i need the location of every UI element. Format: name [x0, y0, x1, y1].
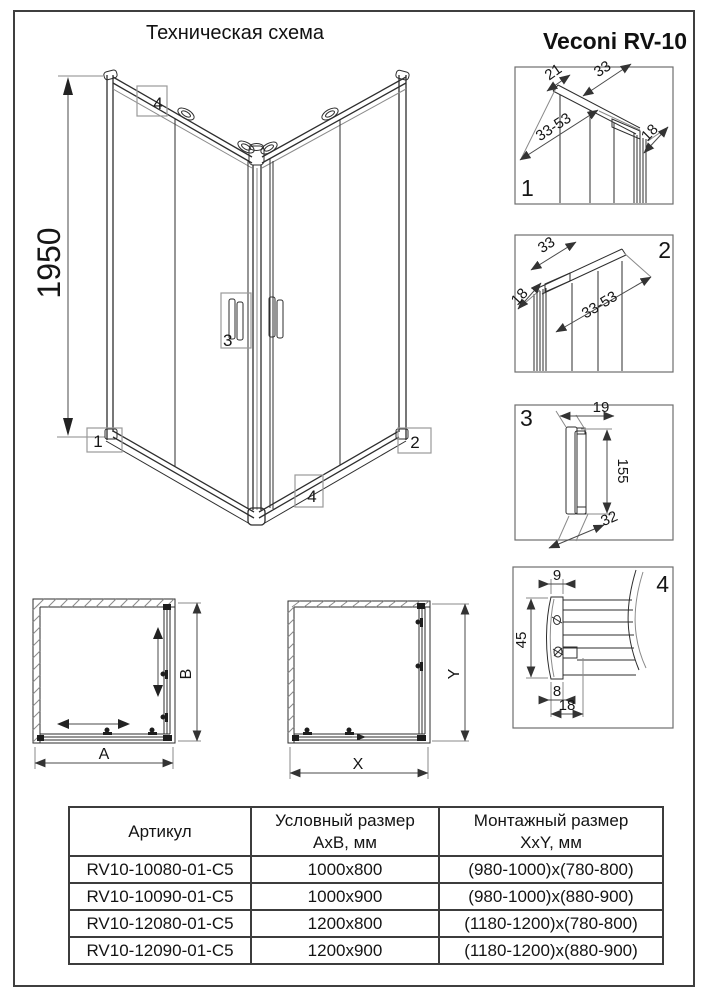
- detail-4-dim-45: 45: [513, 631, 530, 649]
- plan-view-xy: [288, 601, 469, 779]
- detail-3-dim-32: 32: [598, 507, 621, 530]
- detail-1-dim-33: 33: [590, 57, 615, 81]
- roller-markers-xy: [303, 618, 423, 741]
- article-cell: RV10-10080-01-C5: [69, 856, 251, 883]
- column-header-nominal-line1: Условный размер: [275, 811, 415, 831]
- detail-4-label: 4: [656, 571, 669, 597]
- detail-2-dim-18: 18: [507, 285, 532, 309]
- size-table-header-row: [69, 807, 663, 856]
- table-row: [69, 910, 663, 937]
- size-table: [68, 806, 664, 965]
- callout-1-label: 1: [93, 432, 103, 451]
- mounting-size-cell: (980-1000)x(780-800): [439, 856, 663, 883]
- callout-4-bottom-label: 4: [307, 487, 317, 506]
- main-height-value: 1950: [31, 227, 67, 299]
- callout-2-label: 2: [410, 433, 420, 452]
- door-handles: [229, 297, 283, 340]
- column-header-article: Артикул: [69, 807, 251, 856]
- mounting-size-cell: (980-1000)x(880-900): [439, 883, 663, 910]
- callout-3-label: 3: [223, 331, 233, 350]
- detail-1-dim-21: 21: [541, 60, 566, 85]
- plan-xy-height-label: Y: [446, 668, 463, 680]
- detail-3-dim-155: 155: [614, 458, 631, 484]
- page-title: Техническая схема: [145, 22, 324, 44]
- right-wall: [259, 70, 410, 509]
- detail-3-label: 3: [520, 405, 533, 431]
- table-row: [69, 856, 663, 883]
- detail-2-dim-33: 33: [534, 233, 559, 257]
- brand-model-label: Veconi RV-10: [542, 28, 687, 54]
- height-dimension-1950: [31, 76, 105, 437]
- table-row: [69, 883, 663, 910]
- article-cell: RV10-12090-01-C5: [69, 937, 251, 964]
- column-header-nominal-line2: АхВ, мм: [313, 832, 377, 852]
- detail-4-dim-8: 8: [552, 683, 562, 700]
- callout-3-handle: [221, 293, 251, 350]
- nominal-size-cell: 1000x900: [251, 883, 439, 910]
- plan-xy-width-label: X: [352, 756, 364, 773]
- detail-view-3: [515, 399, 673, 548]
- detail-1-dim-18: 18: [637, 120, 662, 145]
- mounting-size-cell: (1180-1200)x(880-900): [439, 937, 663, 964]
- column-header-mounting-size: [439, 807, 663, 856]
- left-wall: [103, 69, 256, 509]
- callout-4-top-label: 4: [153, 94, 163, 113]
- article-cell: RV10-12080-01-C5: [69, 910, 251, 937]
- detail-view-4: [513, 567, 673, 728]
- callout-2-right: [398, 428, 431, 453]
- detail-view-1: [515, 58, 673, 204]
- nominal-size-cell: 1200x900: [251, 937, 439, 964]
- nominal-size-cell: 1200x800: [251, 910, 439, 937]
- detail-1-dim-33-53: 33-53: [532, 109, 575, 145]
- nominal-size-cell: 1000x800: [251, 856, 439, 883]
- article-cell: RV10-10090-01-C5: [69, 883, 251, 910]
- callout-4-bottom: [295, 475, 323, 507]
- slide-arrows-ab: [57, 627, 163, 729]
- plan-ab-height-label: B: [178, 668, 195, 680]
- plan-view-ab: [33, 599, 201, 769]
- detail-2-label: 2: [658, 237, 671, 263]
- column-header-nominal-size: [251, 807, 439, 856]
- table-row: [69, 937, 663, 964]
- detail-view-2: [508, 234, 673, 372]
- detail-1-label: 1: [521, 175, 534, 201]
- detail-3-dim-19: 19: [592, 399, 610, 416]
- detail-4-dim-9: 9: [552, 567, 562, 584]
- mounting-size-cell: (1180-1200)x(780-800): [439, 910, 663, 937]
- column-header-mounting-line2: ХxY, мм: [520, 832, 582, 852]
- main-3d-view: [31, 69, 431, 525]
- plan-ab-width-label: A: [98, 746, 110, 763]
- detail-4-dim-18: 18: [558, 697, 576, 714]
- detail-2-dim-33-53: 33-53: [578, 287, 621, 323]
- column-header-mounting-line1: Монтажный размер: [473, 811, 629, 831]
